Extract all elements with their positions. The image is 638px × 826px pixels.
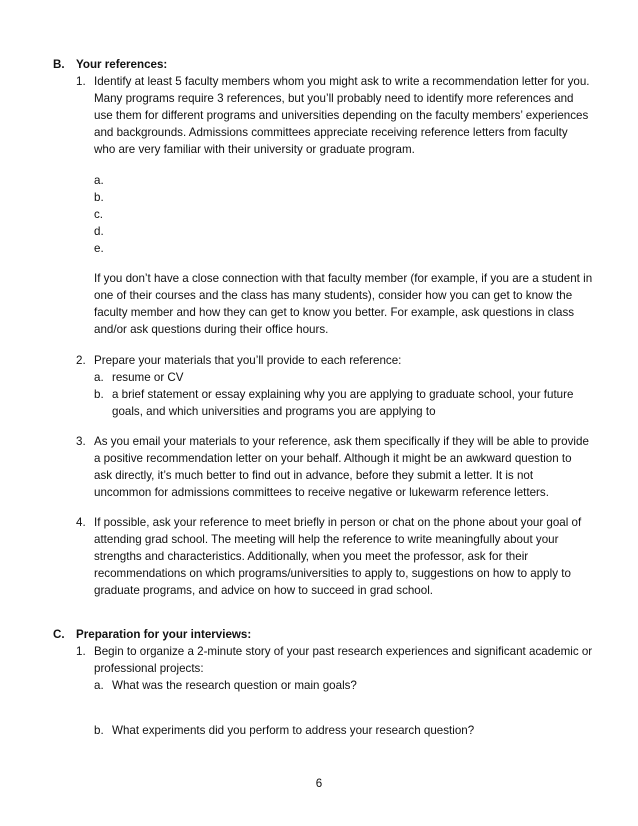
page-number: 6 — [315, 777, 323, 790]
c-item-1-sub-b-label: b. — [94, 724, 104, 737]
b-item-2-number: 2. — [76, 354, 86, 367]
b-item-1-line: Many programs require 3 references, but you’ll probably need to identify more references and — [94, 92, 574, 105]
b-item-4-number: 4. — [76, 516, 86, 529]
b-item-1-number: 1. — [76, 75, 86, 88]
b-item-1-note-line: faculty member and how they can get to know you better. For example, ask questions in class — [94, 306, 575, 319]
blank-reference-a: a. — [94, 174, 104, 187]
b-item-3-line: As you email your materials to your reference, ask them specifically if they will be able to provide — [94, 435, 589, 448]
section-c-heading: Preparation for your interviews: — [76, 628, 252, 641]
b-item-2-sub-a-label: a. — [94, 371, 104, 384]
blank-reference-e: e. — [94, 242, 104, 255]
b-item-4-line: recommendations on which programs/universities to apply to, suggestions on how to apply to — [94, 567, 571, 580]
b-item-3-number: 3. — [76, 435, 86, 448]
b-item-3-line: a positive recommendation letter on your behalf. Although it might be an awkward question to — [94, 452, 572, 465]
b-item-4-line: If possible, ask your reference to meet briefly in person or chat on the phone about your goal of — [94, 516, 582, 529]
b-item-1-line: Identify at least 5 faculty members whom you might ask to write a recommendation letter for you. — [94, 75, 590, 88]
c-item-1-sub-a-label: a. — [94, 679, 104, 692]
b-item-4-line: attending grad school. The meeting will help the reference to write meaningfully about your — [94, 533, 559, 546]
b-item-3-line: ask directly, it’s much better to find out in advance, before they submit a letter. It is not — [94, 469, 534, 482]
b-item-3-line: uncommon for admissions committees to receive negative or lukewarm reference letters. — [94, 486, 549, 499]
b-item-1-note-line: one of their courses and the class has many students), consider how you can get to know the — [94, 289, 573, 302]
c-item-1-line: professional projects: — [94, 662, 204, 675]
section-c-letter: C. — [53, 628, 65, 641]
blank-reference-d: d. — [94, 225, 104, 238]
section-b-heading: Your references: — [76, 58, 168, 71]
b-item-2-sub-b-text: goals, and which universities and programs you are applying to — [112, 405, 436, 418]
c-item-1-number: 1. — [76, 645, 86, 658]
b-item-1-note-line: If you don’t have a close connection with that faculty member (for example, if you are a student in — [94, 272, 593, 285]
b-item-2-text: Prepare your materials that you’ll provide to each reference: — [94, 354, 402, 367]
blank-reference-c: c. — [94, 208, 104, 221]
b-item-1-line: who are very familiar with their university or graduate program. — [94, 143, 415, 156]
b-item-1-line: and backgrounds. Admissions committees appreciate receiving reference letters from faculty — [94, 126, 568, 139]
b-item-4-line: strengths and characteristics. Additionally, when you meet the professor, ask for their — [94, 550, 529, 563]
blank-reference-b: b. — [94, 191, 104, 204]
b-item-1-line: use them for different programs and universities depending on the faculty members’ experiences — [94, 109, 589, 122]
c-item-1-sub-b-text: What experiments did you perform to address your research question? — [112, 724, 475, 737]
c-item-1-sub-a-text: What was the research question or main goals? — [112, 679, 357, 692]
b-item-1-note-line: and/or ask questions during their office hours. — [94, 323, 329, 336]
b-item-2-sub-a-text: resume or CV — [112, 371, 184, 384]
c-item-1-line: Begin to organize a 2-minute story of your past research experiences and significant academic or — [94, 645, 593, 658]
b-item-2-sub-b-text: a brief statement or essay explaining why you are applying to graduate school, your future — [112, 388, 574, 401]
b-item-2-sub-b-label: b. — [94, 388, 104, 401]
section-b-letter: B. — [53, 58, 65, 71]
b-item-4-line: graduate programs, and advice on how to succeed in grad school. — [94, 584, 434, 597]
